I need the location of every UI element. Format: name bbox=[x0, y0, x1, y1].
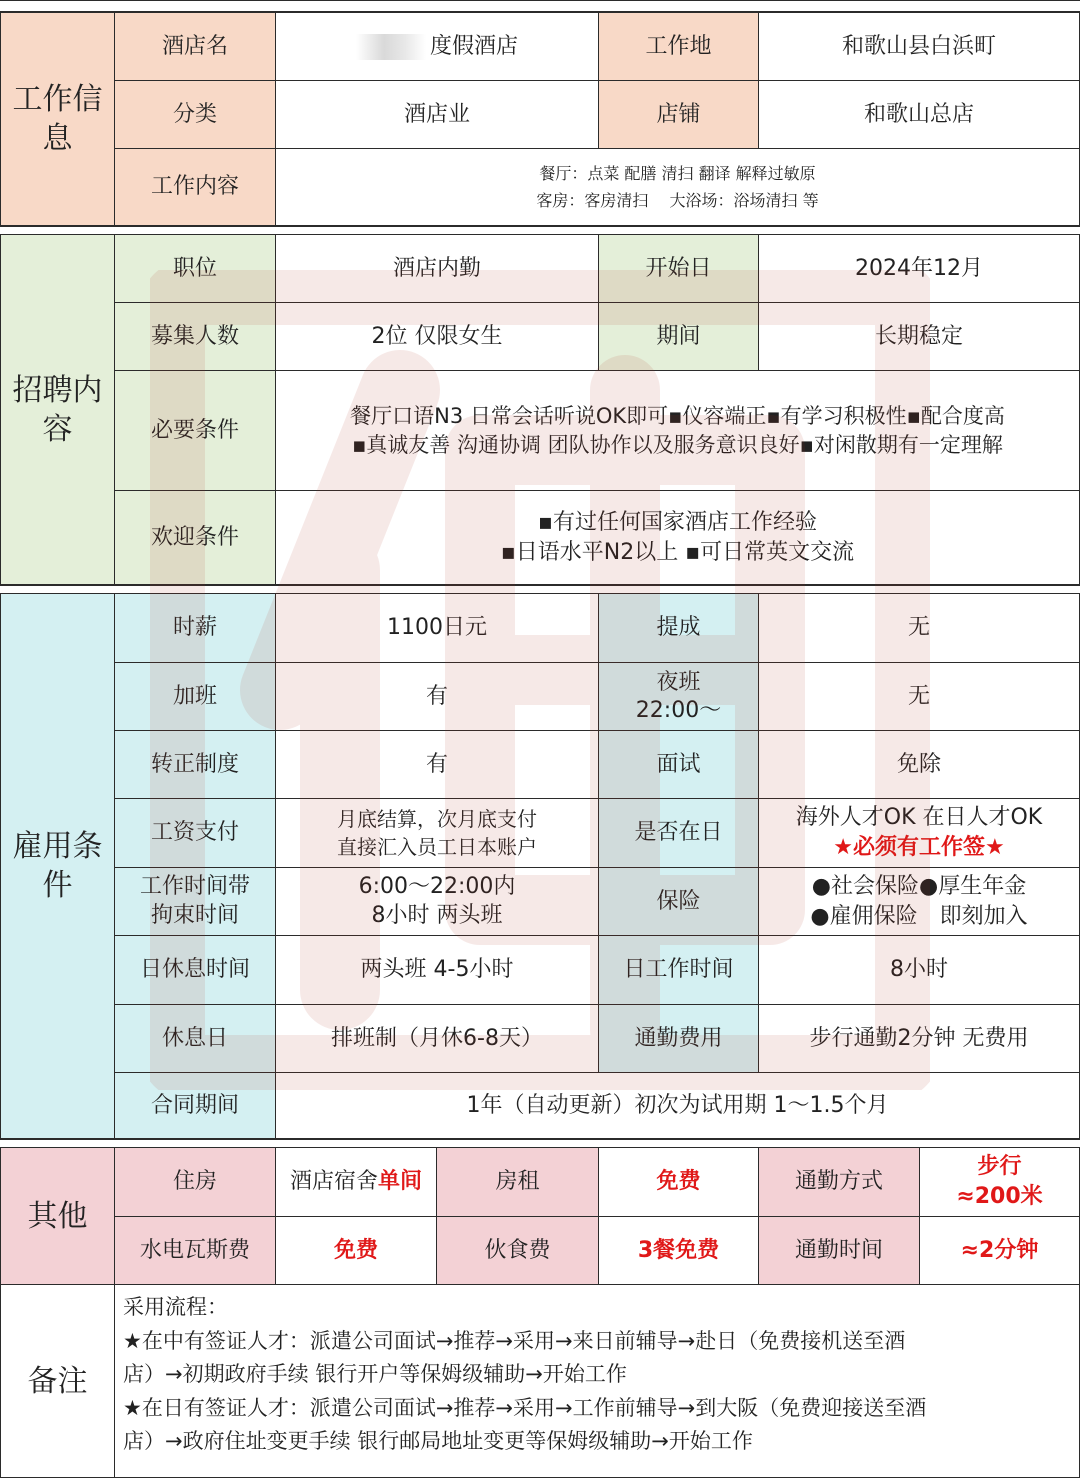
label-commute-time: 通勤时间 bbox=[758, 1216, 920, 1285]
section-notes-label: 备注 bbox=[27, 1363, 88, 1399]
notes-line: 店）→政府住址变更手续 银行邮局地址变更等保姆级辅助→开始工作 bbox=[123, 1429, 753, 1454]
value-work-hours bbox=[275, 867, 599, 936]
label-required: 必要条件 bbox=[114, 370, 276, 491]
value-insurance bbox=[758, 867, 1080, 936]
section-recruit bbox=[0, 234, 115, 585]
blurred-hotel-name bbox=[356, 34, 426, 60]
value-commute-method bbox=[919, 1147, 1080, 1217]
label-regularization: 转正制度 bbox=[114, 730, 276, 799]
value-position: 酒店内勤 bbox=[275, 234, 599, 303]
notes-line: 店）→初期政府手续 银行开户等保姆级辅助→开始工作 bbox=[123, 1362, 627, 1387]
label-housing: 住房 bbox=[114, 1147, 276, 1217]
value-in-japan bbox=[758, 798, 1080, 868]
label-utilities: 水电瓦斯费 bbox=[114, 1216, 276, 1285]
binding-hours-title: 拘束时间 bbox=[150, 902, 239, 928]
value-welcome bbox=[275, 490, 1080, 585]
night-shift-time: 22:00～ bbox=[635, 697, 722, 723]
value-salary-payment bbox=[275, 798, 599, 868]
value-headcount: 2位 仅限女生 bbox=[275, 302, 599, 371]
section-employment-label: 雇用条件 bbox=[12, 829, 103, 903]
value-meals: 3餐免费 bbox=[598, 1216, 759, 1285]
value-days-off: 排班制（月休6-8天） bbox=[275, 1004, 599, 1073]
night-shift-title: 夜班 bbox=[656, 670, 701, 695]
value-required bbox=[275, 370, 1080, 491]
housing-type: 酒店宿舍 bbox=[289, 1169, 378, 1195]
value-category: 酒店业 bbox=[275, 80, 599, 149]
value-commission: 无 bbox=[758, 593, 1080, 663]
value-interview: 免除 bbox=[758, 730, 1080, 799]
label-period: 期间 bbox=[598, 302, 759, 371]
label-location: 工作地 bbox=[598, 12, 759, 81]
label-daily-hours: 日工作时间 bbox=[598, 935, 759, 1005]
label-branch: 店铺 bbox=[598, 80, 759, 149]
label-position: 职位 bbox=[114, 234, 276, 303]
label-headcount: 募集人数 bbox=[114, 302, 276, 371]
label-welcome: 欢迎条件 bbox=[114, 490, 276, 585]
section-work-info-label: 工作信息 bbox=[12, 82, 103, 156]
notes-line: ★在日有签证人才：派遣公司面试→推荐→采用→工作前辅导→到大阪（免费迎接送至酒 bbox=[123, 1395, 927, 1420]
label-work-hours bbox=[114, 867, 276, 936]
insurance-line-1: ●社会保险●厚生年金 bbox=[811, 873, 1027, 899]
label-meals: 伙食费 bbox=[436, 1216, 599, 1285]
label-hotel-name: 酒店名 bbox=[114, 12, 276, 81]
section-work-info bbox=[0, 12, 115, 226]
value-hotel-name bbox=[275, 12, 599, 81]
label-commute-cost: 通勤费用 bbox=[598, 1004, 759, 1073]
insurance-line-2: ●雇佣保险 即刻加入 bbox=[810, 903, 1028, 929]
value-housing bbox=[275, 1147, 437, 1217]
label-duties: 工作内容 bbox=[114, 148, 276, 226]
work-hours-title: 工作时间带 bbox=[139, 873, 250, 899]
label-salary-payment: 工资支付 bbox=[114, 798, 276, 868]
required-line-1: 餐厅口语N3 日常会话听说OK即可▪仪容端正▪有学习积极性▪配合度高 bbox=[350, 404, 1005, 429]
section-other bbox=[0, 1147, 115, 1285]
value-rent: 免费 bbox=[598, 1147, 759, 1217]
value-overtime: 有 bbox=[275, 662, 599, 731]
value-period: 长期稳定 bbox=[758, 302, 1080, 371]
label-night-shift bbox=[598, 662, 759, 731]
salary-payment-line-1: 月底结算，次月底支付 bbox=[337, 807, 537, 831]
label-commute-method: 通勤方式 bbox=[758, 1147, 920, 1217]
section-recruit-label: 招聘内容 bbox=[12, 372, 103, 447]
label-rent: 房租 bbox=[436, 1147, 599, 1217]
label-commission: 提成 bbox=[598, 593, 759, 663]
value-duties bbox=[275, 148, 1080, 226]
commute-distance: ≈200米 bbox=[956, 1184, 1043, 1209]
required-line-2: ▪真诚友善 沟通协调 团队协作以及服务意识良好▪对闲散期有一定理解 bbox=[352, 432, 1003, 457]
label-insurance: 保险 bbox=[598, 867, 759, 936]
sheet-top-edge bbox=[0, 0, 1080, 12]
label-overtime: 加班 bbox=[114, 662, 276, 731]
label-interview: 面试 bbox=[598, 730, 759, 799]
value-utilities: 免费 bbox=[275, 1216, 437, 1285]
value-commute-cost: 步行通勤2分钟 无费用 bbox=[758, 1004, 1080, 1073]
duties-line-1: 餐厅：点菜 配膳 清扫 翻译 解释过敏原 bbox=[539, 163, 816, 183]
label-daily-break: 日休息时间 bbox=[114, 935, 276, 1005]
notes-body bbox=[114, 1284, 1080, 1478]
work-hours-line-2: 8小时 两头班 bbox=[371, 902, 503, 928]
hotel-name-text: 度假酒店 bbox=[429, 33, 518, 59]
label-category: 分类 bbox=[114, 80, 276, 149]
label-days-off: 休息日 bbox=[114, 1004, 276, 1073]
label-start-date: 开始日 bbox=[598, 234, 759, 303]
value-regularization: 有 bbox=[275, 730, 599, 799]
salary-payment-line-2: 直接汇入员工日本账户 bbox=[337, 835, 537, 859]
value-contract: 1年（自动更新）初次为试用期 1～1.5个月 bbox=[275, 1072, 1080, 1139]
value-hourly-wage: 1100日元 bbox=[275, 593, 599, 663]
label-contract: 合同期间 bbox=[114, 1072, 276, 1139]
welcome-line-2: ▪日语水平N2以上 ▪可日常英文交流 bbox=[500, 539, 855, 565]
work-hours-line-1: 6:00～22:00内 bbox=[358, 873, 516, 899]
section-other-label: 其他 bbox=[27, 1198, 88, 1234]
value-daily-hours: 8小时 bbox=[758, 935, 1080, 1005]
in-japan-line-1: 海外人才OK 在日人才OK bbox=[795, 805, 1043, 831]
welcome-line-1: ▪有过任何国家酒店工作经验 bbox=[538, 509, 817, 535]
commute-method-walk: 步行 bbox=[977, 1154, 1022, 1180]
section-employment bbox=[0, 593, 115, 1139]
section-notes bbox=[0, 1284, 115, 1478]
notes-line: ★在中有签证人才：派遣公司面试→推荐→采用→来日前辅导→赴日（免费接机送至酒 bbox=[123, 1328, 906, 1353]
value-branch: 和歌山总店 bbox=[758, 80, 1080, 149]
label-in-japan: 是否在日 bbox=[598, 798, 759, 868]
value-start-date: 2024年12月 bbox=[758, 234, 1080, 303]
value-night-shift: 无 bbox=[758, 662, 1080, 731]
value-commute-time: ≈2分钟 bbox=[919, 1216, 1080, 1285]
work-visa-required: ★必须有工作签★ bbox=[833, 835, 1005, 860]
duties-line-2: 客房：客房清扫 大浴场：浴场清扫 等 bbox=[536, 191, 819, 210]
notes-line: 采用流程： bbox=[123, 1295, 228, 1319]
value-location: 和歌山县白浜町 bbox=[758, 12, 1080, 81]
label-hourly-wage: 时薪 bbox=[114, 593, 276, 663]
housing-single-room: 单间 bbox=[378, 1169, 423, 1195]
value-daily-break: 两头班 4-5小时 bbox=[275, 935, 599, 1005]
